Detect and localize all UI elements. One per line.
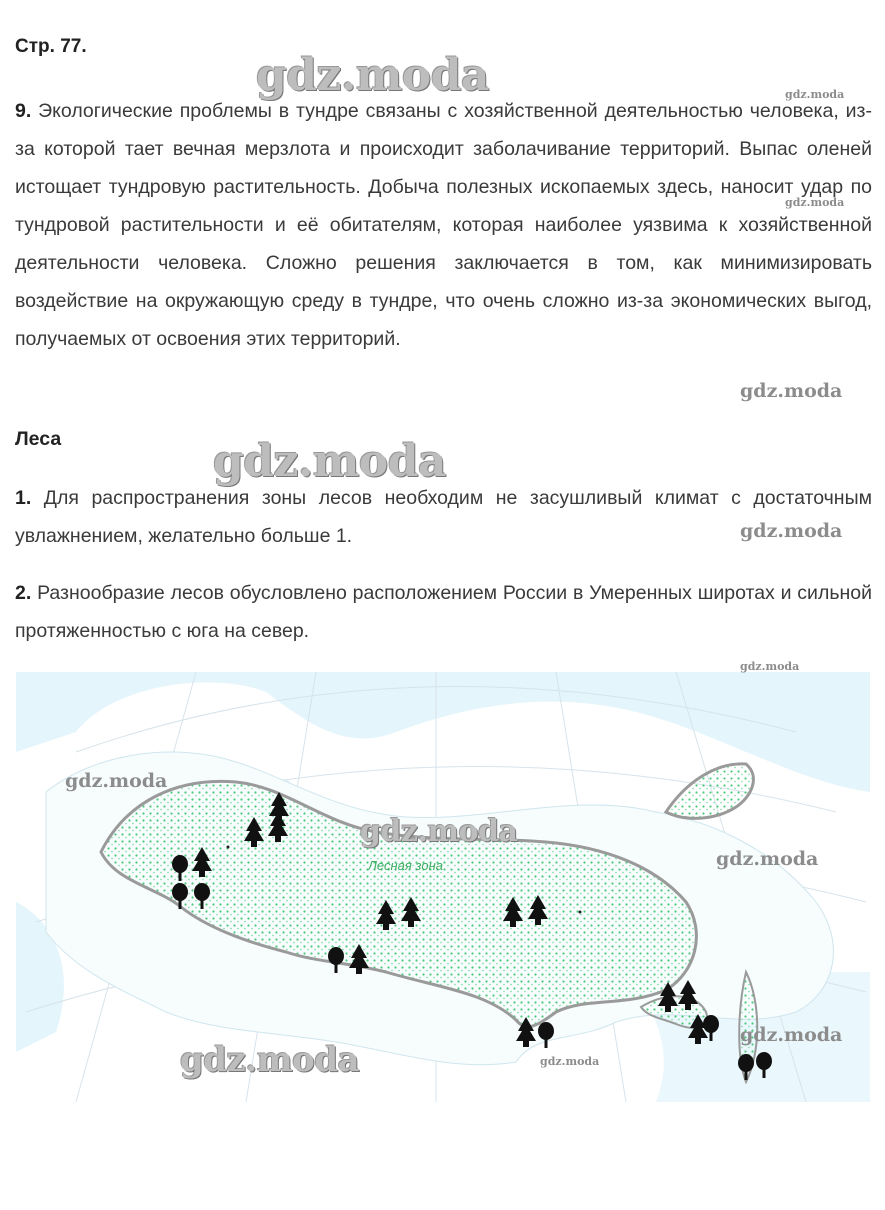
tundra-text: Экологические проблемы в тундре связаны с хозяйственной деятельностью человека, из-за которой тает вечная мерзлота и происходит заболачивание территорий. Выпас оленей истощает тундровую растительность. Добыча полезных ископаемых здесь, наносит удар по тундровой растительности и её обитателям, которая наиболее уязвима к хозяйственной деятельности человека. Сложно решения заключается в том, как минимизировать воздействие на окружающую среду в тундре, что очень сложно из-за экономических выгод, получаемых от освоения этих территорий. xyxy=(15,100,872,350)
forests-text-2: Разнообразие лесов обусловлено расположением России в Умеренных широтах и сильной протяженностью с юга на север. xyxy=(15,582,872,642)
watermark: gdz.moda xyxy=(180,1040,360,1080)
watermark: gdz.moda xyxy=(716,848,819,870)
watermark: gdz.moda xyxy=(540,1055,600,1068)
forest-zone-label: Лесная зона xyxy=(368,858,443,873)
forests-number-1: 1. xyxy=(15,487,32,509)
tundra-paragraph xyxy=(15,92,872,358)
watermark: gdz.moda xyxy=(740,660,800,673)
forests-paragraph-2 xyxy=(15,574,872,650)
watermark: gdz.moda xyxy=(785,88,845,101)
forests-text-1: Для распространения зоны лесов необходим не засушливый климат с достаточным увлажнением, желательно больше 1. xyxy=(15,487,872,547)
watermark: gdz.moda xyxy=(360,814,518,849)
watermark: gdz.moda xyxy=(740,520,843,542)
page-header: Стр. 77. xyxy=(15,36,87,57)
forest-zone-map xyxy=(16,672,870,1102)
forests-number-2: 2. xyxy=(15,582,32,604)
tundra-number: 9. xyxy=(15,100,32,122)
watermark: gdz.moda xyxy=(785,196,845,209)
section-title-forests: Леса xyxy=(15,428,62,450)
map-svg xyxy=(16,672,870,1102)
watermark: gdz.moda xyxy=(740,1024,843,1046)
watermark: gdz.moda xyxy=(65,770,168,792)
watermark: gdz.moda xyxy=(256,50,490,101)
watermark: gdz.moda xyxy=(213,436,447,487)
forests-paragraph-1 xyxy=(15,479,872,555)
watermark: gdz.moda xyxy=(740,380,843,402)
